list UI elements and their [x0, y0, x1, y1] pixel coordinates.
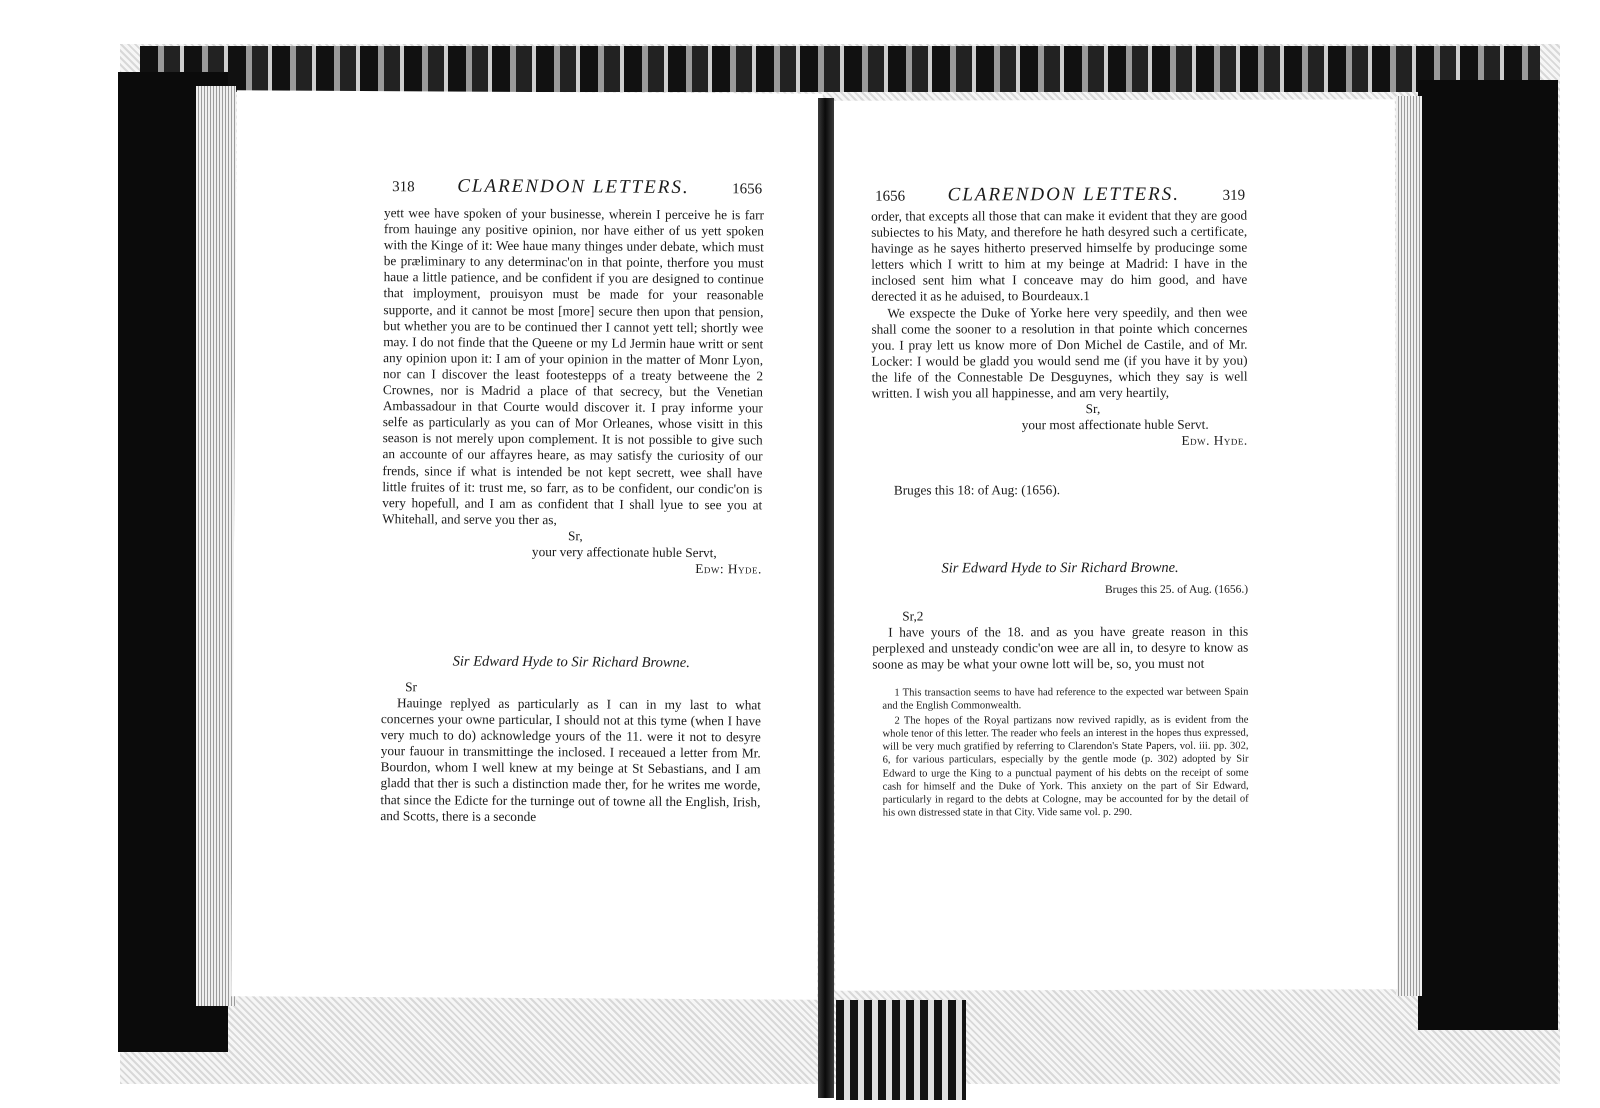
page-stack-left	[196, 86, 236, 1006]
letter-body-continued	[871, 208, 1248, 454]
letter-dateline: Bruges this 18: of Aug: (1656).	[893, 482, 1061, 498]
running-year-left: 1656	[732, 181, 763, 198]
footnote-1: 1 This transaction seems to have had reference to the expected war between Spain and the English Commonwealth.	[882, 686, 1249, 712]
letter-closing	[382, 527, 762, 581]
letter-salutation: Sr,2	[902, 608, 924, 624]
letter-paragraph: We exspecte the Duke of Yorke here very speedily, and then wee shall come the sooner to a resolution in that pointe which concernes you. I pray lett us know more of Don Michel de Castile, and of Mr. Locker: I would be gladd you would send me (if you have it by you) the life of the Connestable De Desguynes, which they say is well written. I wish you all happinesse, and am very heartily,	[871, 304, 1248, 401]
running-title-right: CLARENDON LETTERS.	[947, 183, 1181, 206]
signature: Edw. Hyde.	[1181, 432, 1248, 448]
running-head-left	[392, 175, 762, 207]
letter-closing	[872, 401, 1248, 454]
page-number-right: 319	[1222, 187, 1246, 204]
closing-phrase: your most affectionate huble Servt.	[1021, 416, 1209, 433]
book-cover-right	[1418, 80, 1558, 1030]
letter-paragraph: order, that excepts all those that can make it evident that they are good subiectes to his Maty, and therefore he hath desyred such a certificate, havinge as he sayes hitherto preserved himselfe by producinge some letters which I writt to him at my beinge at Madrid: I have in the inclosed sent him what I conceave may do him good, and have derected it as he aduised, to Bourdeaux.1	[871, 207, 1248, 305]
page-number-left: 318	[392, 179, 415, 196]
letter-dateline: Bruges this 25. of Aug. (1656.)	[1104, 583, 1249, 597]
footnote-2: 2 The hopes of the Royal partizans now revived rapidly, as is evident from the whole tenor of this letter. The reader who feels an interest in the hopes thus expressed, will be very much gratified by referring to Clarendon's State Papers, vol. iii. pp. 302, 6, for various particulars, especially by the gentle mode (p. 302) adopted by Sir Edward to urge the King to a punctual payment of his debts on the receipt of some cash for himself and the Duke of York. This anxiety on the part of Sir Edward, particularly in regard to the debts at Cologne, may be accounted for by the detail of his own distressed state in that City. Vide same vol. p. 290.	[882, 714, 1249, 819]
closing-salutation: Sr,	[1085, 401, 1101, 417]
page-stack-right	[1396, 96, 1422, 996]
book-gutter	[818, 98, 834, 1098]
letter-heading: Sir Edward Hyde to Sir Richard Browne.	[941, 559, 1179, 577]
right-page	[833, 99, 1397, 990]
running-title-left: CLARENDON LETTERS.	[457, 175, 690, 198]
book-spine-bottom	[836, 1000, 966, 1100]
book-cover-top-edge	[140, 46, 1540, 92]
closing-salutation: Sr,	[568, 528, 583, 544]
letter-paragraph: yett wee have spoken of your businesse, wherein I perceive he is farr from hauinge any positive opinion, nor have either of us yett spoken with the Kinge of it: Wee haue many thinges under debate, which must be præliminary to any determinac'on in that pointe, therfore you must haue a little patience, and be confident if you are designed to continue that imployment, prouisyon must be made for your reasonable supporte, and it cannot be most [more] secure then upon that pension, but whether you are to be continued ther I cannot yett tell; shortly wee may. I do not finde that the Queene or my Ld Jermin haue writt or sent any opinion upon it: I am of your opinion in the matter of Monr Lyon, nor can I discover the least footestepps of a treaty betweene the 2 Crownes, nor is Madrid a place of that secrecy, but the Venetian Ambassadour in that Courte would discover it. I pray informe your selfe as particularly as you can of Mor Orleanes, whose visitt in this season is not merely upon complement. It is not possible to give such an accounte of our affayres heare, as may satisfy the curiosity of our frends, since if what is intended be not kept secrett, wee shall have little fruites of it: trust me, so farr, as to be confident, our condic'on is very hopefull, and I am as confident that I shall lyue to see you at Whitehall, and serve you ther as,	[382, 205, 765, 527]
letter-paragraph: I have yours of the 18. and as you have greate reason in this perplexed and unsteady condic'on wee are all in, to desyre to know as soone as may be what your owne lott will be, so, you must not	[872, 623, 1249, 672]
letter-body	[380, 695, 761, 826]
running-year-right: 1656	[875, 188, 906, 205]
letter-body-continued	[382, 205, 764, 581]
letter-salutation: Sr	[405, 679, 418, 695]
left-page	[231, 90, 823, 1000]
letter-paragraph: Hauinge replyed as particularly as I can in my last to what concernes your owne particular, I should not at this tyme (when I have very much to do) acknowledge yours of the 11. were it not to desyre your fauour in transmittinge the inclosed. I receaued a letter from Mr. Bourdon, whom I well knew at my beinge at St Sebastians, and I am gladd that ther is such a distinction made ther, for he writes me worde, that since the Edicte for the turninge out of towne all the English, Irish, and Scotts, there is a seconde	[380, 695, 762, 824]
letter-heading: Sir Edward Hyde to Sir Richard Browne.	[452, 653, 690, 671]
signature: Edw: Hyde.	[695, 560, 762, 577]
closing-phrase: your very affectionate huble Servt,	[531, 543, 717, 561]
footnotes	[882, 686, 1248, 822]
letter-body	[872, 624, 1248, 673]
